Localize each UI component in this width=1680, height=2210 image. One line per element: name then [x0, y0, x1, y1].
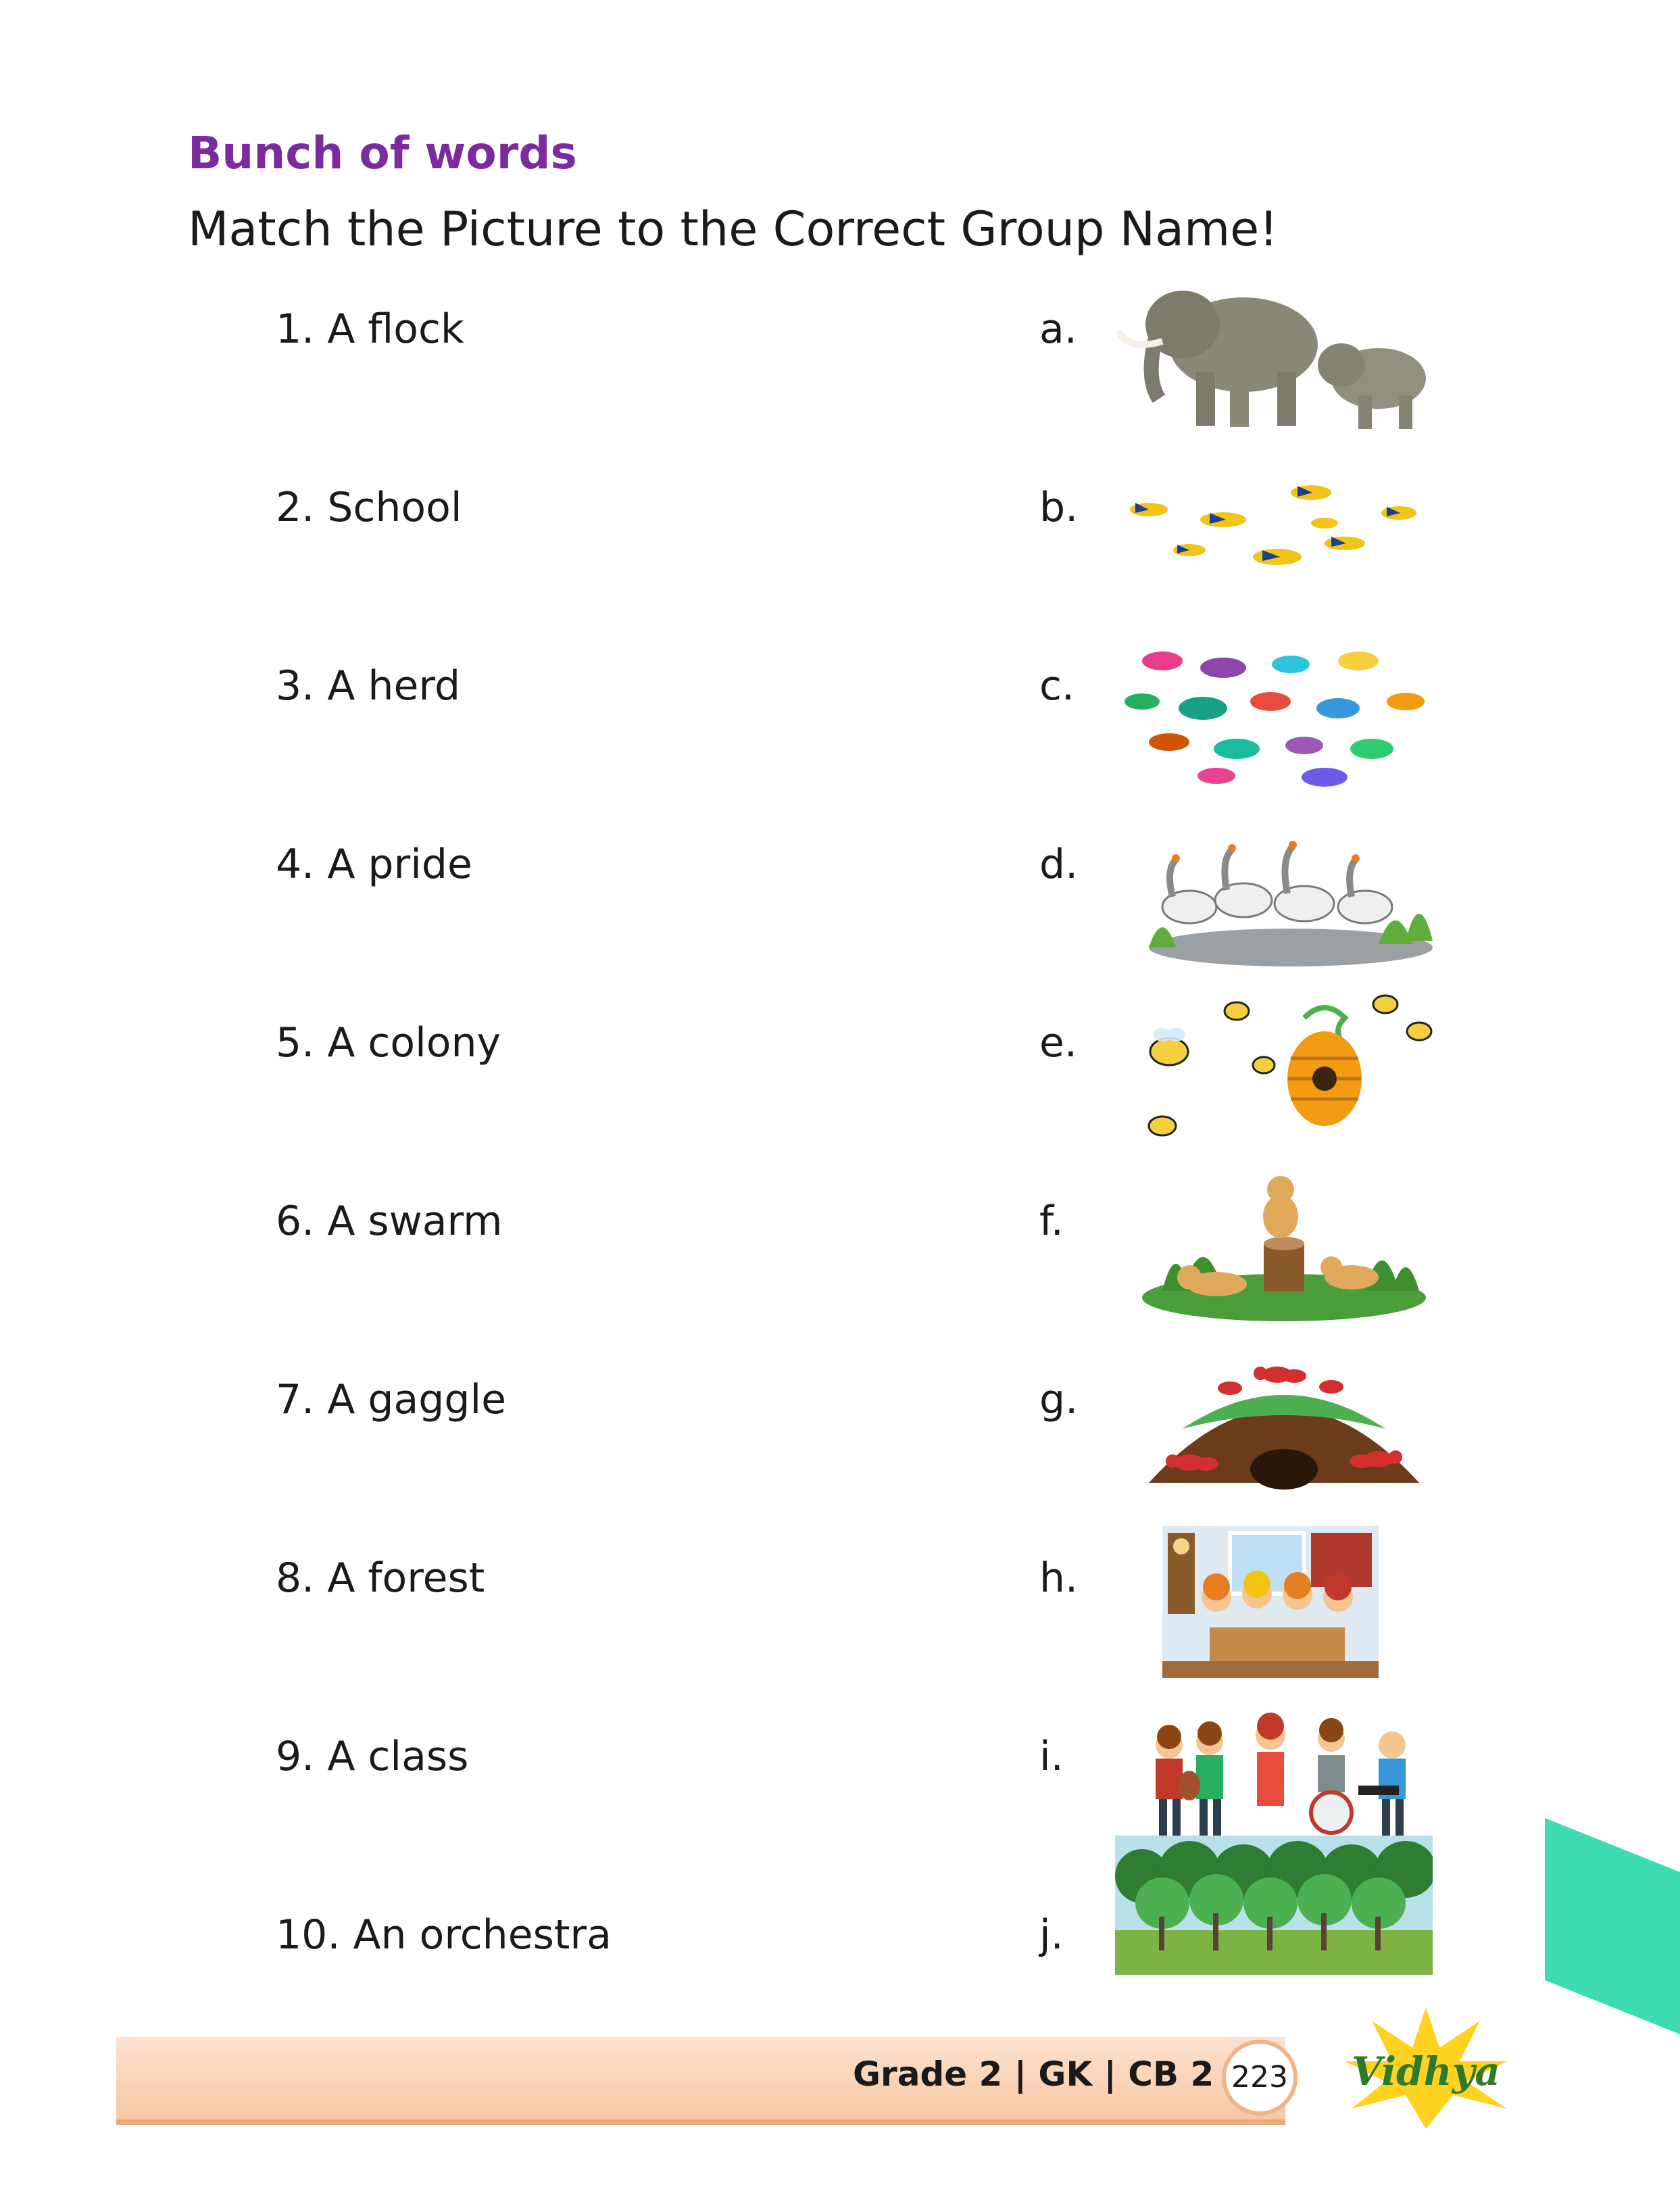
picture-letter: j. — [1039, 1911, 1064, 1959]
group-term: 3. A herd — [276, 662, 461, 710]
match-row — [0, 476, 1680, 654]
match-row — [0, 1011, 1680, 1189]
match-row — [0, 654, 1680, 833]
lion-pride-picture — [1108, 1169, 1460, 1325]
bee-swarm-picture — [1108, 991, 1460, 1146]
forest-picture — [1115, 1836, 1433, 1975]
footer-course-label: Grade 2 | GK | CB 2 — [853, 2055, 1214, 2094]
instruction-text: Match the Picture to the Correct Group Name! — [188, 201, 1279, 257]
group-term: 9. A class — [276, 1733, 469, 1780]
group-term: 6. A swarm — [276, 1198, 503, 1245]
picture-letter: b. — [1039, 484, 1079, 531]
vidhya-logo — [1304, 2000, 1548, 2136]
picture-letter: a. — [1039, 305, 1077, 353]
match-row — [0, 1189, 1680, 1368]
picture-letter: f. — [1039, 1198, 1064, 1245]
picture-letter: g. — [1039, 1376, 1079, 1423]
page-number: 223 — [1222, 2040, 1298, 2115]
match-row — [0, 1368, 1680, 1546]
classroom-picture — [1108, 1526, 1460, 1681]
group-term: 7. A gaggle — [276, 1376, 507, 1423]
group-term: 5. A colony — [276, 1019, 501, 1066]
picture-letter: c. — [1039, 662, 1075, 710]
group-term: 4. A pride — [276, 841, 472, 888]
section-title: Bunch of words — [188, 127, 577, 179]
picture-letter: i. — [1039, 1733, 1064, 1780]
goose-gaggle-picture — [1108, 812, 1460, 968]
svg-text:Vidhya: Vidhya — [1351, 2048, 1501, 2094]
bird-flock-picture — [1108, 456, 1460, 611]
match-row — [0, 297, 1680, 476]
group-term: 1. A flock — [276, 305, 464, 353]
picture-letter: e. — [1039, 1019, 1077, 1066]
match-row — [0, 833, 1680, 1011]
group-term: 8. A forest — [276, 1554, 485, 1602]
fish-school-picture — [1108, 634, 1460, 789]
match-row — [0, 1546, 1680, 1725]
side-tab — [1545, 1818, 1680, 2034]
group-term: 10. An orchestra — [276, 1911, 612, 1959]
elephant-herd-picture — [1108, 277, 1460, 433]
ant-colony-picture — [1108, 1348, 1460, 1503]
picture-letter: d. — [1039, 841, 1079, 888]
picture-letter: h. — [1039, 1554, 1079, 1602]
group-term: 2. School — [276, 484, 462, 531]
